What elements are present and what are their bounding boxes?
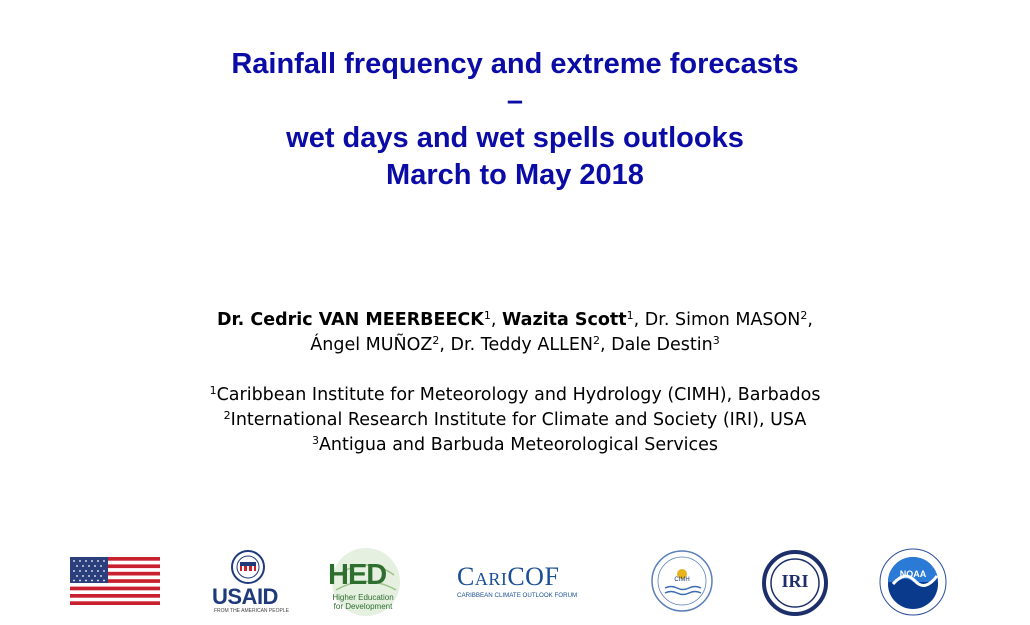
- author-separator: ,: [633, 310, 645, 330]
- affiliation-text: Antigua and Barbuda Meteorological Services: [318, 435, 719, 455]
- author-block: [0, 308, 1030, 458]
- title-line-2: –: [506, 85, 524, 117]
- affiliation-item: [0, 383, 1030, 408]
- author-name: Wazita Scott: [501, 310, 627, 330]
- cimh-logo: [651, 550, 713, 612]
- title-line-1: Rainfall frequency and extreme forecasts: [231, 48, 799, 80]
- author-name: Dale Destin: [611, 335, 713, 355]
- author-affiliation-mark: 1: [483, 309, 491, 322]
- iri-logo: [762, 550, 828, 616]
- caricof-subtitle: CARIBBEAN CLIMATE OUTLOOK FORUM: [457, 592, 578, 599]
- author-affiliation-mark: 2: [592, 334, 600, 347]
- title-line-4: March to May 2018: [386, 159, 644, 191]
- slide-title: [0, 46, 1030, 194]
- caricof-logo: [453, 562, 583, 602]
- author-name: Dr. Simon MASON: [644, 310, 801, 330]
- author-name: Dr. Cedric VAN MEERBEECK: [217, 310, 484, 330]
- author-separator: ,: [807, 310, 813, 330]
- affiliation-text: Caribbean Institute for Meteorology and Hydrology (CIMH), Barbados: [216, 385, 821, 405]
- author-affiliation-mark: 3: [712, 334, 720, 347]
- hed-wordmark: HED: [328, 559, 387, 591]
- noaa-wordmark: NOAA: [899, 569, 927, 579]
- noaa-logo: [879, 548, 947, 616]
- usaid-logo: [210, 550, 289, 618]
- author-affiliation-mark: 2: [800, 309, 808, 322]
- affiliation-item: [0, 408, 1030, 433]
- iri-wordmark: IRI: [781, 571, 809, 591]
- hed-subtitle-line-1: Higher Education: [332, 593, 394, 602]
- usaid-wordmark: USAID: [212, 584, 278, 609]
- affiliation-mark: 2: [223, 409, 231, 422]
- author-line-1: [0, 308, 1030, 333]
- author-line-2: [0, 333, 1030, 358]
- author-name: Dr. Teddy ALLEN: [450, 335, 593, 355]
- cimh-wordmark: CIMH: [674, 577, 690, 583]
- sponsor-logo-strip: [0, 540, 1030, 620]
- author-separator: ,: [490, 310, 502, 330]
- hed-logo: [328, 545, 403, 620]
- affiliation-mark: 3: [311, 434, 319, 447]
- title-line-3: wet days and wet spells outlooks: [286, 122, 744, 154]
- hed-subtitle-line-2: for Development: [333, 602, 393, 611]
- usaid-tagline: FROM THE AMERICAN PEOPLE: [214, 608, 289, 614]
- affiliation-list: [0, 383, 1030, 458]
- noaa-emblem-icon: [879, 548, 947, 616]
- author-separator: ,: [599, 335, 612, 355]
- us-flag-icon: [70, 557, 160, 605]
- author-name: Ángel MUÑOZ: [310, 335, 433, 355]
- caricof-wordmark: CariCOF: [457, 562, 560, 591]
- author-separator: ,: [439, 335, 451, 355]
- affiliation-text: International Research Institute for Climate and Society (IRI), USA: [230, 410, 807, 430]
- usaid-seal-icon: [231, 550, 265, 584]
- affiliation-mark: 1: [209, 384, 217, 397]
- affiliation-item: [0, 433, 1030, 458]
- author-affiliation-mark: 2: [432, 334, 440, 347]
- author-affiliation-mark: 1: [626, 309, 634, 322]
